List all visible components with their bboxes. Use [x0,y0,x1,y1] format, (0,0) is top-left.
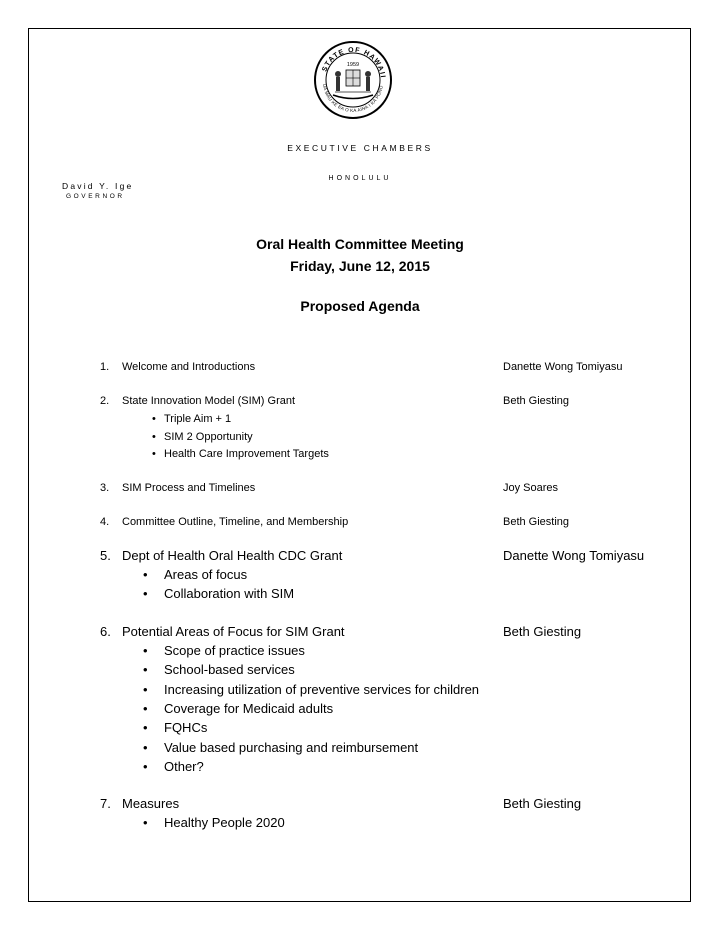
agenda-item-number: 4. [100,516,110,528]
bullet-text: Collaboration with SIM [164,586,295,601]
bullet-text: Increasing utilization of preventive services for children [164,682,480,697]
agenda-item-number: 6. [100,624,111,639]
bullet-icon: • [143,567,148,582]
agenda-item-number: 7. [100,796,111,811]
state-seal-icon [313,40,393,120]
governor-name: David Y. Ige [62,181,134,191]
governor-title: GOVERNOR [66,193,125,200]
agenda-item-text: Welcome and Introductions [122,361,256,373]
seal-motto: UA MAU KE EA O KA AINA I KA PONO [322,83,384,114]
bullet-text: Value based purchasing and reimbursement [164,740,419,755]
bullet-icon: • [143,740,148,755]
bullet-text: Areas of focus [164,567,248,582]
bullet-icon: • [152,431,156,443]
bullet-icon: • [143,682,148,697]
seal-top-text: STATE OF HAWAII [321,46,386,79]
bullet-text: School-based services [164,662,295,677]
agenda-item-text: Committee Outline, Timeline, and Membership [122,516,349,528]
seal-year: 1959 [346,62,360,68]
agenda-item-presenter: Danette Wong Tomiyasu [503,361,623,373]
bullet-icon: • [152,413,156,425]
agenda-item-text: State Innovation Model (SIM) Grant [122,395,296,407]
agenda-item-presenter: Danette Wong Tomiyasu [503,548,645,563]
agenda-item-number: 2. [100,395,110,407]
agenda-item-presenter: Beth Giesting [503,395,570,407]
bullet-text: Healthy People 2020 [164,815,285,830]
page-border [28,28,691,902]
agenda-item-text: Dept of Health Oral Health CDC Grant [122,548,343,563]
bullet-text: SIM 2 Opportunity [164,431,253,443]
agenda-item-text: Potential Areas of Focus for SIM Grant [122,624,345,639]
agenda-item-presenter: Beth Giesting [503,516,570,528]
agenda-item-number: 5. [100,548,111,563]
meeting-title: Oral Health Committee Meeting [256,236,464,252]
bullet-text: FQHCs [164,720,208,735]
bullet-icon: • [143,643,148,658]
bullet-icon: • [143,701,148,716]
agenda-item-text: Measures [122,796,180,811]
city-name: HONOLULU [328,175,392,182]
bullet-icon: • [143,720,148,735]
bullet-icon: • [143,815,148,830]
bullet-icon: • [143,759,148,774]
agenda-item-text: SIM Process and Timelines [122,482,256,494]
bullet-text: Scope of practice issues [164,643,305,658]
agenda-item-presenter: Beth Giesting [503,796,582,811]
meeting-date: Friday, June 12, 2015 [290,258,430,274]
bullet-icon: • [152,448,156,460]
agenda-title: Proposed Agenda [300,298,420,314]
agenda-item-number: 1. [100,361,110,373]
bullet-icon: • [143,586,148,601]
bullet-text: Other? [164,759,204,774]
bullet-text: Coverage for Medicaid adults [164,701,334,716]
executive-chambers-heading: EXECUTIVE CHAMBERS [287,143,433,153]
bullet-text: Health Care Improvement Targets [164,448,329,460]
agenda-item-number: 3. [100,482,110,494]
bullet-icon: • [143,662,148,677]
agenda-item-presenter: Beth Giesting [503,624,582,639]
agenda-item-presenter: Joy Soares [503,482,559,494]
bullet-text: Triple Aim + 1 [164,413,232,425]
